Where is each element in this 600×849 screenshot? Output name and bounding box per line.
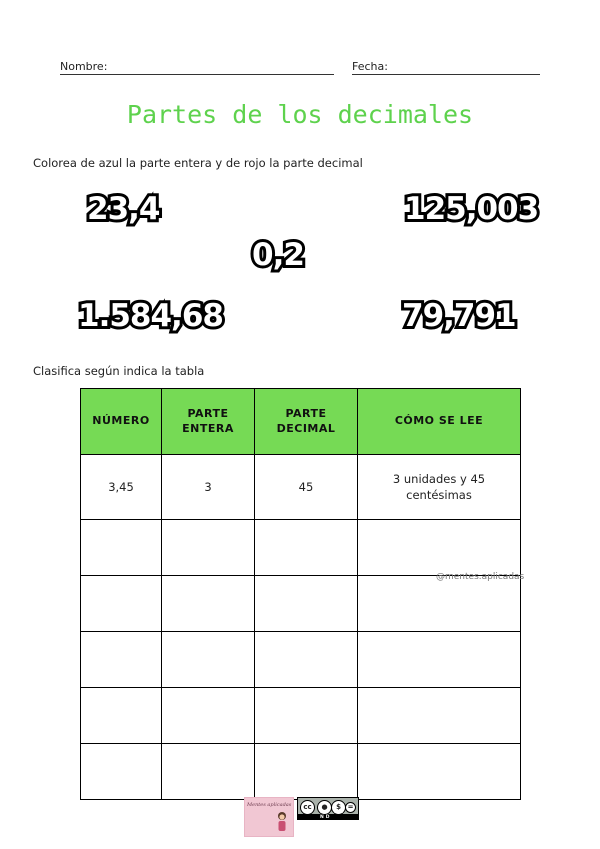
empty-cell[interactable] bbox=[81, 744, 162, 800]
table-header-row bbox=[81, 389, 521, 455]
empty-cell[interactable] bbox=[255, 632, 358, 688]
name-line bbox=[60, 74, 334, 75]
nd-icon: = bbox=[345, 802, 356, 813]
empty-cell[interactable] bbox=[358, 688, 521, 744]
number-3[interactable]: 0,2 bbox=[252, 237, 304, 273]
name-field[interactable] bbox=[60, 60, 107, 73]
number-5[interactable]: 79,791 bbox=[402, 298, 516, 334]
empty-cell[interactable] bbox=[81, 688, 162, 744]
cc-license-badge bbox=[297, 797, 359, 820]
table-row bbox=[81, 744, 521, 800]
nc-icon: $ bbox=[331, 800, 346, 815]
empty-cell[interactable] bbox=[81, 632, 162, 688]
instruction-color: Colorea de azul la parte entera y de rojo la parte decimal bbox=[33, 156, 363, 170]
by-icon: ● bbox=[317, 800, 332, 815]
empty-cell[interactable] bbox=[358, 744, 521, 800]
cc-labels: BY NC ND bbox=[320, 810, 346, 820]
empty-cell[interactable] bbox=[255, 576, 358, 632]
table-row bbox=[81, 455, 521, 520]
empty-cell[interactable] bbox=[162, 632, 255, 688]
watermark: @mentes.aplicadas bbox=[436, 572, 525, 582]
table-row bbox=[81, 688, 521, 744]
number-2[interactable]: 125,003 bbox=[404, 191, 539, 227]
empty-cell[interactable] bbox=[255, 688, 358, 744]
table-row bbox=[81, 520, 521, 576]
girl-illustration-icon bbox=[276, 811, 288, 833]
empty-cell[interactable] bbox=[81, 576, 162, 632]
logo-text: Mentes aplicadas bbox=[247, 802, 292, 808]
name-label: Nombre: bbox=[60, 60, 108, 73]
brand-logo bbox=[244, 797, 294, 837]
cell-numero: 3,45 bbox=[81, 455, 162, 520]
header-numero: NÚMERO bbox=[81, 389, 162, 455]
cell-como-se-lee bbox=[358, 455, 521, 520]
empty-cell[interactable] bbox=[358, 576, 521, 632]
header-parte-decimal bbox=[255, 389, 358, 455]
cell-parte-entera: 3 bbox=[162, 455, 255, 520]
header-como-se-lee: CÓMO SE LEE bbox=[358, 389, 521, 455]
number-4[interactable]: 1.584,68 bbox=[78, 298, 223, 334]
cc-icon: cc bbox=[300, 800, 315, 815]
date-line bbox=[352, 74, 540, 75]
cell-parte-decimal: 45 bbox=[255, 455, 358, 520]
table-row bbox=[81, 576, 521, 632]
cell-como-se-lee-text: 3 unidades y 45 centésimas bbox=[392, 471, 486, 502]
instruction-classify: Clasifica según indica la tabla bbox=[33, 364, 205, 378]
empty-cell[interactable] bbox=[81, 520, 162, 576]
empty-cell[interactable] bbox=[162, 520, 255, 576]
table-row bbox=[81, 632, 521, 688]
classification-table bbox=[80, 388, 521, 800]
header-parte-entera bbox=[162, 389, 255, 455]
empty-cell[interactable] bbox=[358, 632, 521, 688]
empty-cell[interactable] bbox=[162, 576, 255, 632]
empty-cell[interactable] bbox=[162, 744, 255, 800]
header-parte-entera-text: PARTE ENTERA bbox=[182, 406, 234, 435]
empty-cell[interactable] bbox=[162, 688, 255, 744]
empty-cell[interactable] bbox=[255, 744, 358, 800]
number-1[interactable]: 23,4 bbox=[87, 191, 160, 227]
date-label: Fecha: bbox=[352, 60, 388, 73]
date-field[interactable] bbox=[352, 60, 388, 73]
header-parte-decimal-text: PARTE DECIMAL bbox=[276, 406, 336, 435]
empty-cell[interactable] bbox=[358, 520, 521, 576]
worksheet-title: Partes de los decimales bbox=[126, 100, 474, 129]
empty-cell[interactable] bbox=[255, 520, 358, 576]
